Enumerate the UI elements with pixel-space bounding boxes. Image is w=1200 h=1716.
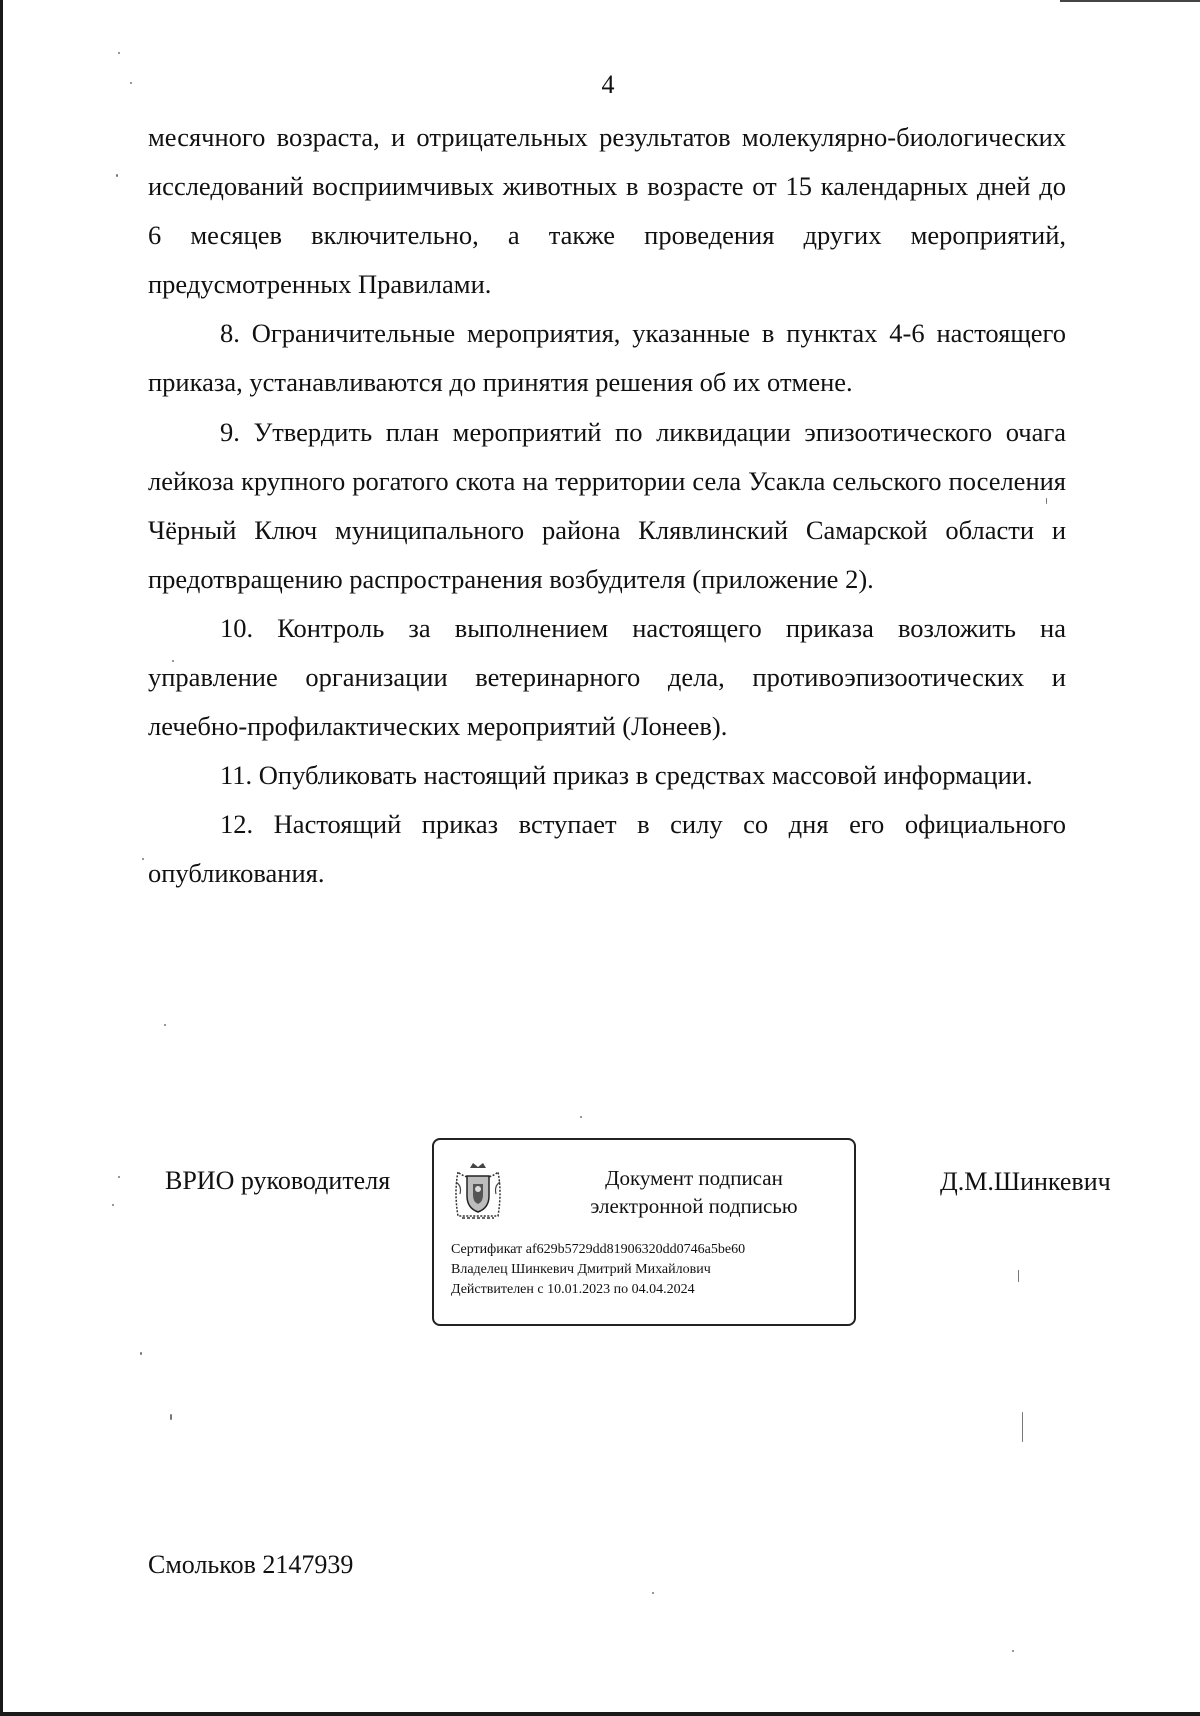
paragraph-item-10: 10. Контроль за выполнением настоящего приказа возложить на управление организации ветеринарного дела, противоэпизоотических и лечебно-профилактических мероприятий (Лонеев).: [148, 612, 1066, 742]
page-number: 4: [601, 70, 615, 99]
paragraph-item-8: 8. Ограничительные мероприятия, указанные в пунктах 4-6 настоящего приказа, устанавливаются до принятия решения об их отмене.: [148, 318, 1066, 398]
signatory-name: Д.М.Шинкевич: [940, 1167, 1111, 1196]
scan-edge-bottom: [0, 1712, 1200, 1716]
executor-note: Смольков 2147939: [148, 1550, 354, 1579]
paragraph-item-12: 12. Настоящий приказ вступает в силу со дня его официального опубликования.: [148, 809, 1066, 889]
paragraph-item-9: 9. Утвердить план мероприятий по ликвидации эпизоотического очага лейкоза крупного рогатого скота на территории села Усакла сельского поселения Чёрный Ключ муниципального района Клявлинский Самарской области и предотвращению распространения возбудителя (приложение 2).: [148, 416, 1066, 594]
coat-of-arms-icon: [452, 1162, 504, 1222]
stamp-title-line-2: электронной подписью: [590, 1194, 798, 1218]
stamp-title-line-1: Документ подписан: [605, 1166, 783, 1190]
stamp-title: [544, 1164, 844, 1220]
electronic-signature-stamp: [432, 1138, 856, 1326]
stamp-details: [451, 1240, 745, 1300]
signatory-role: ВРИО руководителя: [165, 1166, 391, 1195]
paragraph-continuation: месячного возраста, и отрицательных результатов молекулярно-биологических исследований восприимчивых животных в возрасте от 15 календарных дней до 6 месяцев включительно, а также проведения других мероприятий, предусмотренных Правилами.: [148, 122, 1066, 300]
stamp-certificate: Сертификат af629b5729dd81906320dd0746a5be60: [451, 1242, 746, 1257]
scan-edge-left: [0, 0, 3, 1716]
stamp-owner: Владелец Шинкевич Дмитрий Михайлович: [451, 1262, 711, 1277]
stamp-validity: Действителен с 10.01.2023 по 04.04.2024: [451, 1282, 695, 1297]
document-body: [148, 113, 1066, 899]
scan-edge-top: [1060, 0, 1200, 2]
paragraph-item-11: 11. Опубликовать настоящий приказ в средствах массовой информации.: [220, 760, 1033, 791]
